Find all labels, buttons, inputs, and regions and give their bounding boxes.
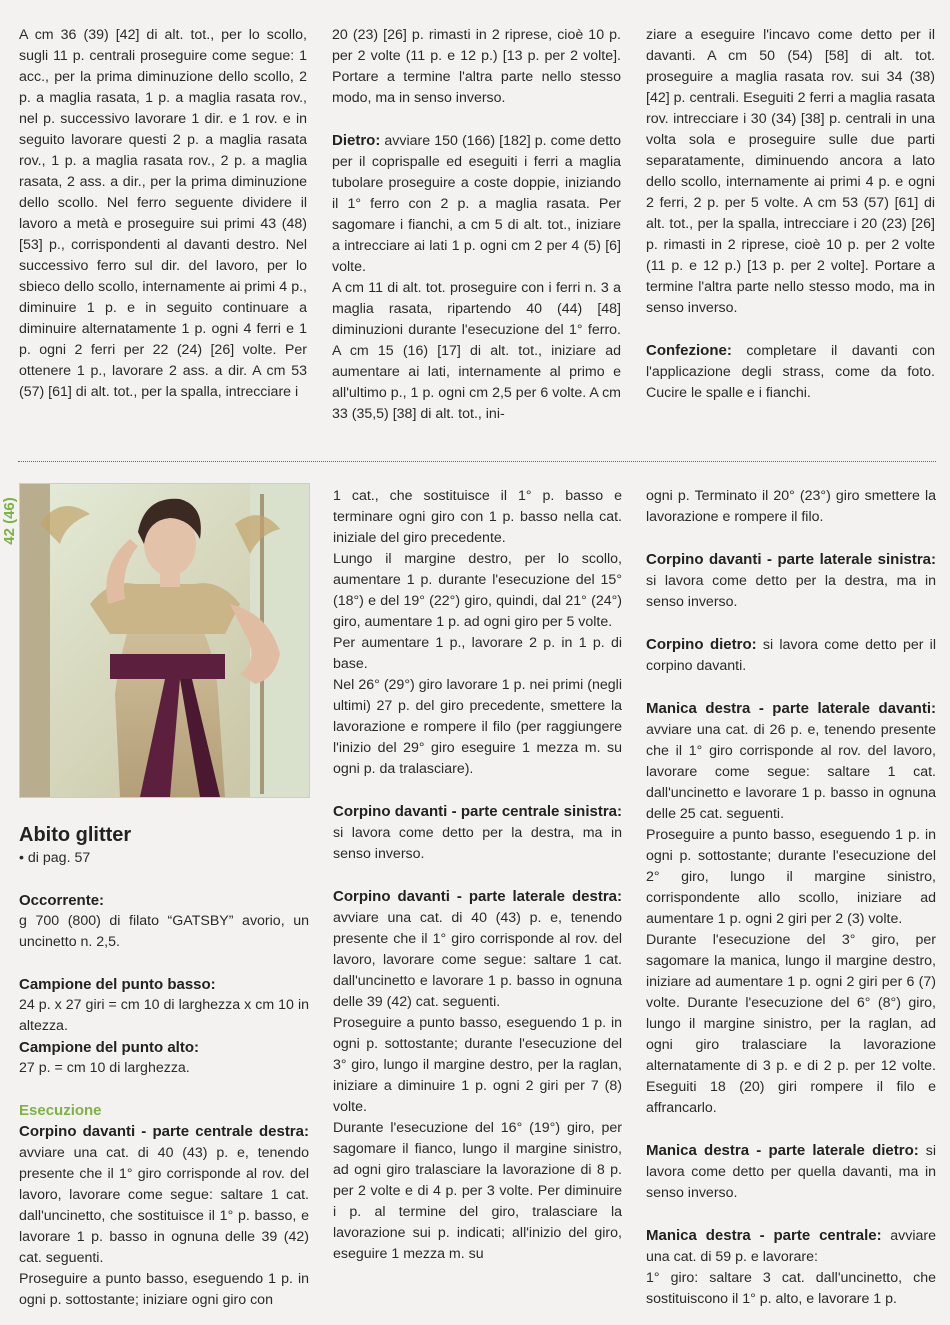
paragraph [333, 886, 622, 1013]
paragraph [646, 1140, 936, 1204]
paragraph: Proseguire a punto basso, eseguendo 1 p. in ogni p. sottostante; durante l'esecuzione del 2° giro, lungo il margine sinistro, corrispondente allo scollo, iniziare ad aumentare 1 p. ogni 2 giri per 2 (3) volte. [646, 827, 936, 927]
section-text: si lavora come detto per il corpino davanti. [646, 637, 936, 674]
page-number: 42 (46) [0, 497, 18, 545]
section-text: avviare una cat. di 26 p. e, tenendo presente che il 1° giro corrisponde al rov. del lavoro, lavorare come segue: saltare 1 cat. dall'uncinetto e lavorare 1 p. basso in ognuna delle 25 cat. seguenti. [646, 722, 936, 822]
top-column-2 [332, 25, 621, 425]
paragraph [333, 801, 622, 865]
section-heading: Manica destra - parte laterale davanti: [646, 700, 936, 717]
materials-heading: Occorrente: [19, 892, 105, 909]
section-text: avviare una cat. di 40 (43) p. e, tenendo presente che il 1° giro corrisponde al rov. del lavoro, lavorare come segue: saltare 1 cat. dall'uncinetto, che sostituisce il 1° p. basso, e lavorare 1 p. basso in ognuna delle 39 (42) cat. seguenti. [19, 1145, 309, 1266]
execution-heading: Esecuzione [19, 1102, 102, 1119]
materials-text: g 700 (800) di filato “GATSBY” avorio, un uncinetto n. 2,5. [19, 913, 309, 950]
gauge-text-2: 27 p. = cm 10 di larghezza. [19, 1060, 190, 1076]
section-heading: Manica destra - parte laterale dietro: [646, 1142, 919, 1159]
paragraph: A cm 36 (39) [42] di alt. tot., per lo scollo, sugli 11 p. centrali proseguire come segue: 1 acc., per la prima diminuzione dello scollo, 2 p. a maglia rasata, 1 p. a maglia rasata rov., nel p. successivo lavorare 1 dir. e 1 rov. e in seguito lavorare questi 2 p. a maglia rasata rov., 1 p. a maglia rasata rov., 2 p. a maglia rasata, 2 ass. a dir., per la prima diminuzione dello scollo. Nel ferro seguente dividere il lavoro a metà e proseguire sui primi 43 (48) [53] p., corrispondenti al davanti destro. Nel successivo ferro sul dir. del lavoro, per lo sbieco dello scollo, internamente ai primi 4 p., diminuire 1 p. e in seguito continuare a diminuire alternatamente 1 p. ogni 4 ferri e 1 p. ogni 2 ferri per 22 (24) [26] volte. Per ottenere 1 p., lavorare 2 ass. a dir. A cm 53 (57) [61] di alt. tot., per la spalla, intrecciare i [19, 27, 307, 400]
section-text: si lavora come detto per la destra, ma in senso inverso. [646, 573, 936, 610]
paragraph [646, 340, 935, 404]
section-text: completare il davanti con l'applicazione degli strass, come da foto. Cucire le spalle e i fianchi. [646, 343, 935, 401]
section-text: si lavora come detto per quella davanti, ma in senso inverso. [646, 1143, 937, 1201]
section-heading: Manica destra - parte centrale: [646, 1227, 882, 1244]
section-heading: Corpino davanti - parte centrale destra: [19, 1123, 309, 1140]
bottom-column-3 [646, 486, 936, 1310]
section-divider [18, 461, 936, 462]
bottom-column-2 [333, 486, 622, 1265]
section-heading: Confezione: [646, 342, 732, 359]
paragraph: Proseguire a punto basso, eseguendo 1 p. in ogni p. sottostante; durante l'esecuzione del 3° giro, lungo il margine destro, per la raglan, iniziare a diminuire 1 p. ogni 2 giri per 7 (8) volte. [333, 1015, 622, 1115]
paragraph: 1° giro: saltare 3 cat. dall'uncinetto, che sostituiscono il 1° p. alto, e lavorare 1 p. [646, 1270, 936, 1307]
gauge-heading-2: Campione del punto alto: [19, 1039, 199, 1056]
top-column-3 [646, 25, 935, 404]
pattern-title: Abito glitter [19, 824, 132, 846]
section-heading: Corpino davanti - parte laterale sinistra: [646, 551, 936, 568]
gauge-text-1: 24 p. x 27 giri = cm 10 di larghezza x cm 10 in altezza. [19, 997, 309, 1034]
paragraph [332, 130, 621, 278]
model-photo [19, 483, 310, 798]
page-reference: • di pag. 57 [19, 850, 91, 866]
paragraph: Nel 26° (29°) giro lavorare 1 p. nei primi (negli ultimi) 27 p. del giro precedente, smettere la lavorazione e rompere il filo (per raggiungere l'inizio del 29° giro eseguire 1 mezza m. su ogni p. da tralasciare). [333, 677, 622, 777]
bottom-column-1 [19, 820, 309, 1311]
paragraph: Per aumentare 1 p., lavorare 2 p. in 1 p. di base. [333, 635, 622, 672]
section-heading: Corpino davanti - parte laterale destra: [333, 888, 622, 905]
paragraph: A cm 11 di alt. tot. proseguire con i ferri n. 3 a maglia rasata, ripartendo 40 (44) [48] diminuzioni durante l'esecuzione del 1° ferro. A cm 15 (16) [17] di alt. tot., iniziare ad aumentare ai lati, internamente al primo e all'ultimo p., 1 p. ogni cm 2,5 per 6 volte. A cm 33 (35,5) [38] di alt. tot., ini- [332, 280, 621, 422]
section-text: avviare una cat. di 40 (43) p. e, tenendo presente che il 1° giro corrisponde al rov. del lavoro, lavorare come segue: saltare 1 cat. dall'uncinetto e lavorare 1 p. basso in ognuna delle 39 (42) cat. seguenti. [333, 910, 622, 1010]
paragraph: ogni p. Terminato il 20° (23°) giro smettere la lavorazione e rompere il filo. [646, 488, 936, 525]
paragraph [646, 1225, 936, 1268]
section-heading: Corpino davanti - parte centrale sinistra: [333, 803, 622, 820]
paragraph [19, 1121, 309, 1269]
paragraph: Lungo il margine destro, per lo scollo, aumentare 1 p. durante l'esecuzione del 15° (18°) e del 19° (22°) giro, quindi, dal 21° (24°) giro, aumentare 1 p. ad ogni giro per 5 volte. [333, 551, 622, 630]
section-text: avviare una cat. di 59 p. e lavorare: [646, 1228, 936, 1265]
section-text: si lavora come detto per la destra, ma in senso inverso. [333, 825, 622, 862]
section-heading: Corpino dietro: [646, 636, 757, 653]
paragraph: ziare a eseguire l'incavo come detto per il davanti. A cm 50 (54) [58] di alt. tot. proseguire a maglia rasata rov. sui 34 (38) [42] p. centrali. Eseguiti 2 ferri a maglia rasata rov. intrecciare i 30 (34) [38] p. centrali in una volta sola e proseguire sulle due parti separatamente, diminuendo ancora a lato dello scollo, internamente ai primi 4 p. e ogni 2 ferri, 2 p. per 5 volte. A cm 53 (57) [61] di alt. tot., per la spalla, intrecciare i 20 (23) [26] p. rimasti in 2 riprese, cioè 10 p. per 2 volte (11 p. e 12 p.) [13 p. per 2 volte]. Portare a termine l'altra parte nello stesso modo, ma in senso inverso. [646, 27, 935, 316]
section-heading: Dietro: [332, 132, 381, 149]
photo-illustration [20, 484, 309, 797]
top-column-1 [19, 25, 307, 403]
paragraph: 1 cat., che sostituisce il 1° p. basso e terminare ogni giro con 1 p. basso nella cat. iniziale del giro precedente. [333, 488, 622, 546]
section-text: avviare 150 (166) [182] p. come detto per il coprispalle ed eseguiti i ferri a maglia tubolare proseguire a coste doppie, iniziando il 1° ferro con 2 p. a maglia rasata. Per sagomare i fianchi, a cm 5 di alt. tot., iniziare a intrecciare ai lati 1 p. ogni cm 2 per 4 (5) [6] volte. [332, 133, 621, 275]
paragraph [646, 698, 936, 825]
paragraph: 20 (23) [26] p. rimasti in 2 riprese, cioè 10 p. per 2 volte (11 p. e 12 p.) [13 p. per 2 volte]. Portare a termine l'altra parte nello stesso modo, ma in senso inverso. [332, 27, 621, 106]
paragraph: Durante l'esecuzione del 3° giro, per sagomare la manica, lungo il margine destro, iniziare ad aumentare 1 p. ogni 2 giri per 6 (7) volte. Durante l'esecuzione del 6° (8°) giro, lungo il margine sinistro, per la raglan, ad ogni giro tralasciare la lavorazione alternatamente di 3 p. e di 2 p. per 12 volte. Eseguiti 18 (20) giri rompere il filo e affrancarlo. [646, 932, 936, 1116]
gauge-heading-1: Campione del punto basso: [19, 976, 216, 993]
paragraph: Proseguire a punto basso, eseguendo 1 p. in ogni p. sottostante; iniziare ogni giro con [19, 1271, 309, 1308]
paragraph: Durante l'esecuzione del 16° (19°) giro, per sagomare il fianco, lungo il margine sinistro, ad ogni giro tralasciare la lavorazione di 8 p. per 2 volte e di 4 p. per 3 volte. Per diminuire i p. al termine del giro, tralasciare la lavorazione sui p. indicati; all'inizio del giro, eseguire 1 mezza m. su [333, 1120, 622, 1262]
paragraph [646, 549, 936, 613]
paragraph [646, 634, 936, 677]
